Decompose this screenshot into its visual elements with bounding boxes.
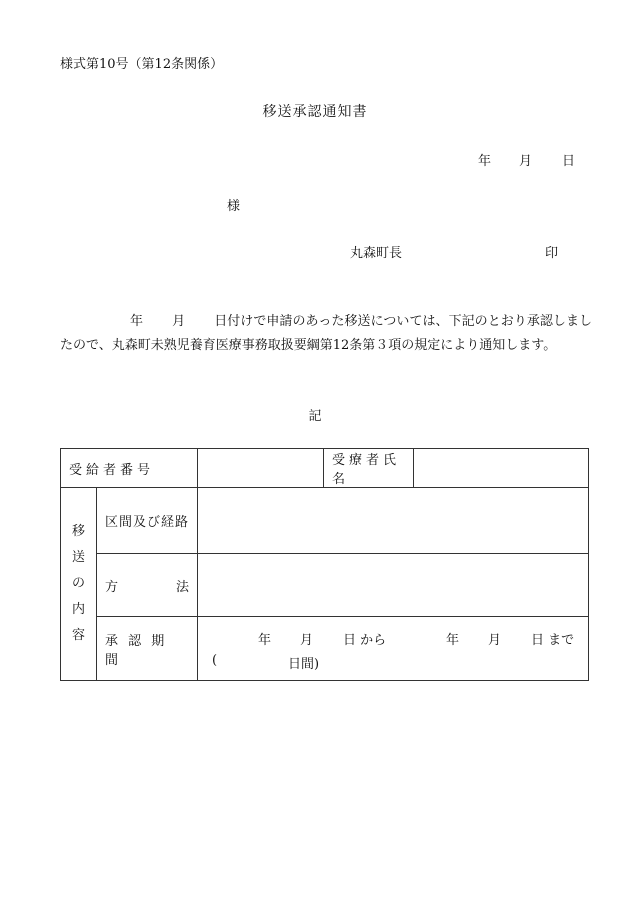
recipient-number-label: 受給者番号 — [61, 449, 198, 488]
period-month-to: 月 — [488, 633, 502, 648]
ki-heading: 記 — [308, 409, 322, 424]
route-field[interactable] — [198, 488, 589, 554]
document-title: 移送承認通知書 — [262, 104, 368, 120]
seal-mark: 印 — [545, 246, 559, 261]
form-number: 様式第10号（第12条関係） — [60, 57, 224, 72]
body-paragraph — [60, 310, 592, 358]
period-days-close: 日間) — [288, 657, 320, 672]
application-year-label: 年 — [130, 314, 144, 329]
period-days-open: ( — [212, 653, 218, 668]
period-month-from: 月 — [300, 633, 314, 648]
approval-period-label: 承 認 期 間 — [97, 617, 198, 681]
method-field[interactable] — [198, 554, 589, 617]
period-day-to: 日 まで — [531, 633, 575, 648]
patient-name-label: 受療者氏名 — [324, 449, 414, 488]
date-year-label: 年 — [478, 154, 492, 169]
approval-period-field[interactable] — [198, 617, 589, 681]
period-day-from: 日 から — [343, 633, 387, 648]
date-month-label: 月 — [519, 154, 533, 169]
application-month-label: 月 — [172, 314, 186, 329]
addressee-suffix: 様 — [227, 199, 241, 214]
period-year-to: 年 — [446, 633, 460, 648]
issuer-name: 丸森町長 — [350, 246, 403, 261]
route-label: 区間及び経路 — [97, 488, 198, 554]
patient-name-field[interactable] — [414, 449, 589, 488]
period-year-from: 年 — [258, 633, 272, 648]
date-day-label: 日 — [562, 154, 576, 169]
transfer-content-label: 移 送 の 内 容 — [61, 488, 97, 681]
method-label: 方 法 — [97, 554, 198, 617]
transfer-detail-table — [60, 448, 589, 681]
body-text: 日付けで申請のあった移送については、下記のとおり承認しましたので、丸森町未熟児養育医療事務取扱要綱第12条第３項の規定により通知します。 — [60, 314, 592, 353]
recipient-number-field[interactable] — [198, 449, 324, 488]
